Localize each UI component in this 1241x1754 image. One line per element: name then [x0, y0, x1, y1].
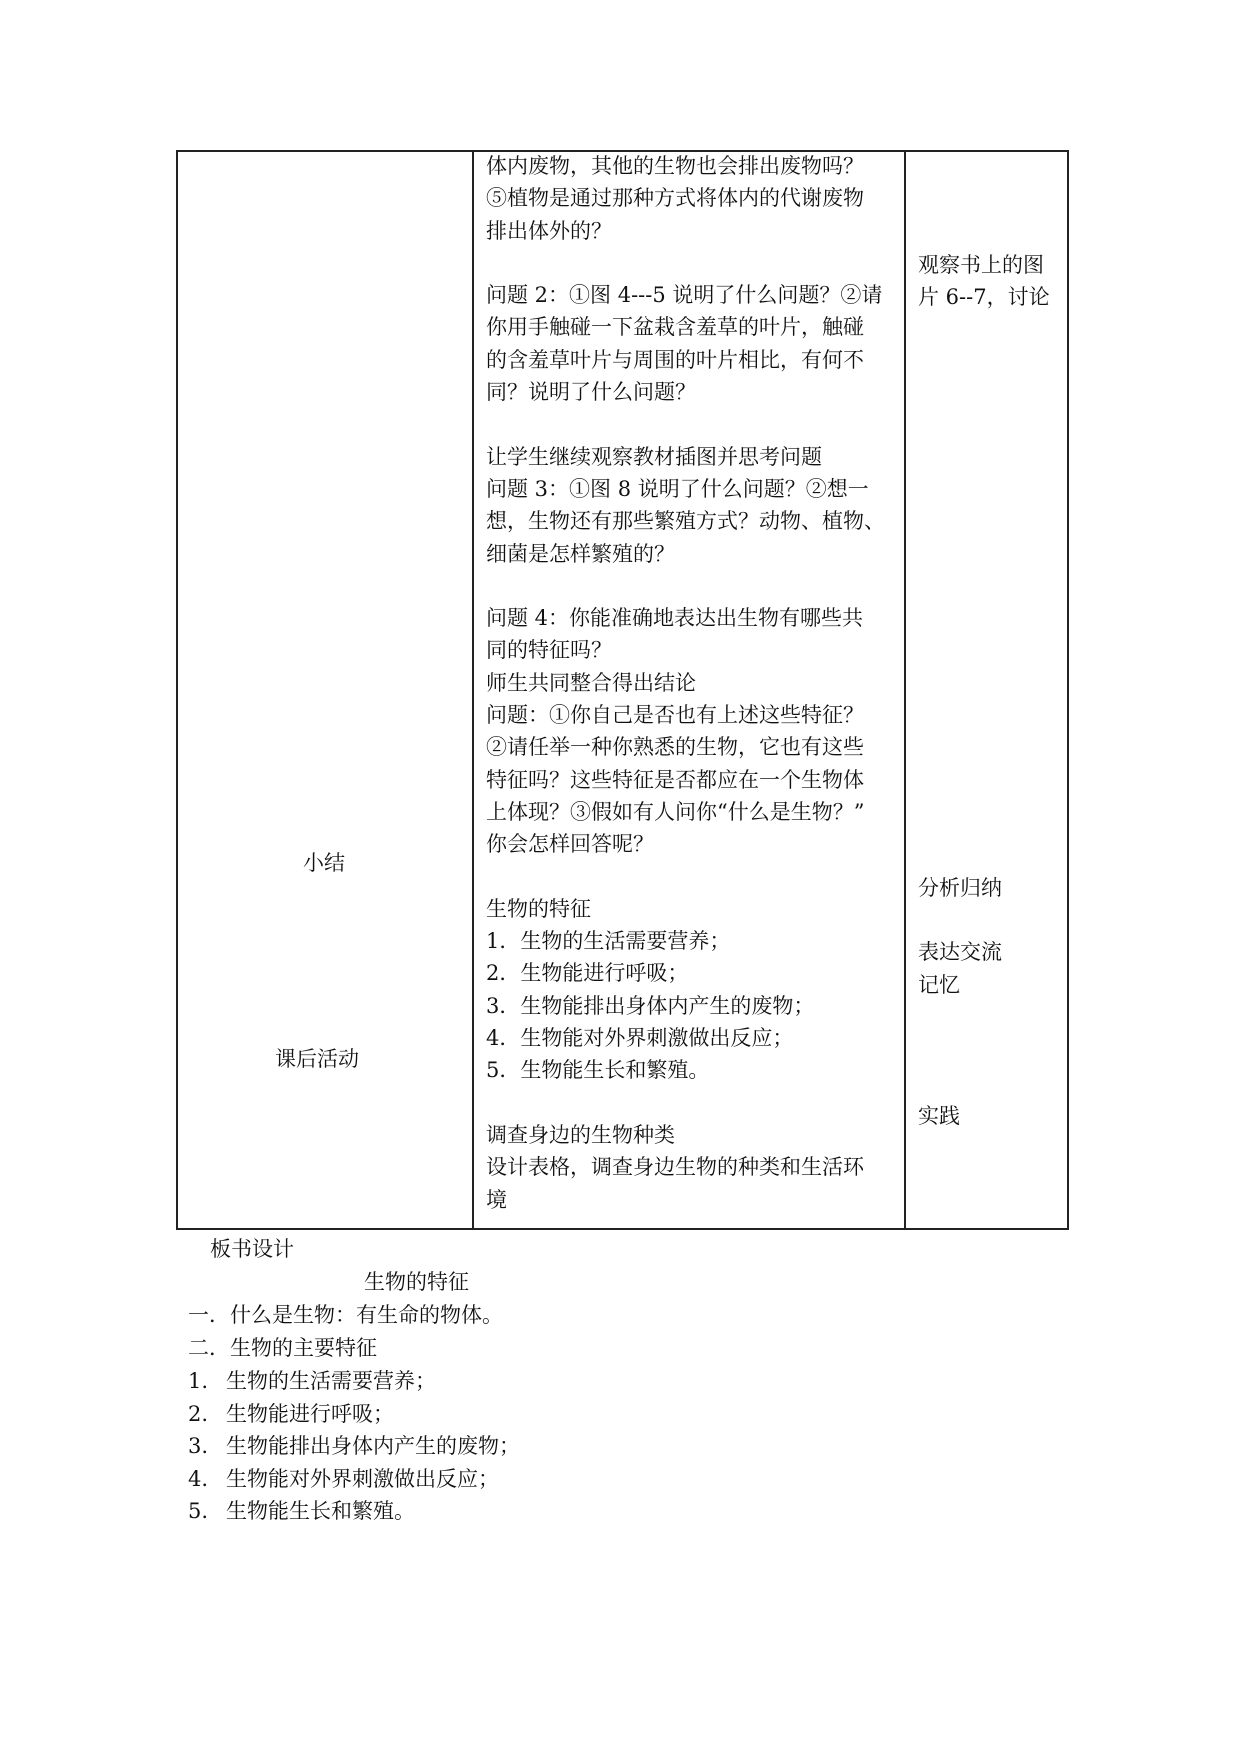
activity-line: 问题 3：①图 8 说明了什么问题？②想一 — [486, 476, 869, 501]
activity-line: 排出体外的？ — [486, 218, 612, 243]
activity-line: 2．生物能进行呼吸； — [486, 961, 689, 986]
activity-line — [486, 861, 885, 893]
board-point-text: 生物能进行呼吸； — [226, 1401, 394, 1426]
board-point-number: 2. — [188, 1401, 209, 1426]
activity-line: 5．生物能生长和繁殖。 — [486, 1058, 710, 1083]
right-analyze-note: 分析归纳 — [918, 876, 1002, 900]
label-summary: 小结 — [303, 851, 345, 875]
activity-line — [486, 247, 885, 279]
activity-line: 境 — [486, 1187, 507, 1212]
table-border-left — [176, 150, 178, 1230]
activity-line: 4．生物能对外界刺激做出反应； — [486, 1026, 794, 1051]
board-point-number: 4. — [188, 1466, 209, 1491]
right-observe-note — [918, 249, 1050, 313]
observe-line-2: 片 6--7，讨论 — [918, 285, 1050, 309]
activity-line: 特征吗？这些特征是否都应在一个生物体 — [486, 767, 864, 792]
board-item-2: 二．生物的主要特征 — [188, 1336, 377, 1360]
activity-line: 你用手触碰一下盆栽含羞草的叶片，触碰 — [486, 315, 864, 340]
board-title: 生物的特征 — [364, 1270, 469, 1294]
board-point-text: 生物的生活需要营养； — [226, 1369, 436, 1393]
activity-line: 问题：①你自己是否也有上述这些特征？ — [486, 703, 864, 728]
board-point-number: 1. — [188, 1369, 209, 1393]
board-point — [188, 1495, 520, 1528]
board-points-list — [188, 1365, 520, 1528]
activity-line: 师生共同整合得出结论 — [486, 670, 696, 695]
board-point-text: 生物能排出身体内产生的废物； — [226, 1434, 520, 1458]
right-memory-note: 记忆 — [918, 973, 960, 997]
board-point — [188, 1430, 520, 1463]
observe-line-1: 观察书上的图 — [918, 253, 1044, 277]
teaching-activities-column — [486, 150, 885, 1216]
right-practice-note: 实践 — [918, 1104, 960, 1128]
board-heading: 板书设计 — [210, 1237, 294, 1261]
lesson-table — [176, 150, 1069, 1230]
activity-line: 想，生物还有那些繁殖方式？动物、植物、 — [486, 509, 885, 534]
activity-line: 调查身边的生物种类 — [486, 1122, 675, 1147]
board-point-text: 生物能对外界刺激做出反应； — [226, 1466, 499, 1491]
board-item-1: 一．什么是生物：有生命的物体。 — [188, 1303, 503, 1327]
activity-line: 问题 4：你能准确地表达出生物有哪些共 — [486, 606, 864, 631]
table-divider-2 — [904, 150, 906, 1230]
board-point — [188, 1398, 520, 1431]
board-point-text: 生物能生长和繁殖。 — [226, 1499, 415, 1523]
table-border-bottom — [176, 1228, 1069, 1230]
right-express-note: 表达交流 — [918, 940, 1002, 964]
board-point — [188, 1463, 520, 1496]
activity-line — [486, 570, 885, 602]
activity-line: 让学生继续观察教材插图并思考问题 — [486, 444, 822, 469]
activity-line: 问题 2：①图 4---5 说明了什么问题？②请 — [486, 283, 883, 308]
activity-line: 上体现？③假如有人问你“什么是生物？” — [486, 799, 865, 824]
activity-line: 体内废物，其他的生物也会排出废物吗？ — [486, 154, 864, 178]
activity-line: 同的特征吗？ — [486, 638, 612, 663]
activity-line: 设计表格，调查身边生物的种类和生活环 — [486, 1155, 864, 1180]
activity-line: 的含羞草叶片与周围的叶片相比，有何不 — [486, 347, 864, 372]
activity-line: 生物的特征 — [486, 896, 591, 921]
activity-line: 细菌是怎样繁殖的？ — [486, 541, 675, 566]
activity-line: ②请任举一种你熟悉的生物，它也有这些 — [486, 735, 864, 760]
board-point-number: 3. — [188, 1434, 209, 1458]
activity-line: ⑤植物是通过那种方式将体内的代谢废物 — [486, 186, 864, 211]
board-point-number: 5. — [188, 1499, 209, 1523]
table-divider-1 — [472, 150, 474, 1230]
activity-line: 1．生物的生活需要营养； — [486, 929, 731, 954]
table-border-right — [1067, 150, 1069, 1230]
activity-line — [486, 408, 885, 440]
activity-line: 3．生物能排出身体内产生的废物； — [486, 993, 815, 1018]
activity-line: 你会怎样回答呢？ — [486, 832, 654, 857]
activity-line — [486, 1087, 885, 1119]
board-point — [188, 1365, 520, 1398]
label-after-class: 课后活动 — [275, 1047, 359, 1071]
activity-line: 同？说明了什么问题？ — [486, 380, 696, 405]
